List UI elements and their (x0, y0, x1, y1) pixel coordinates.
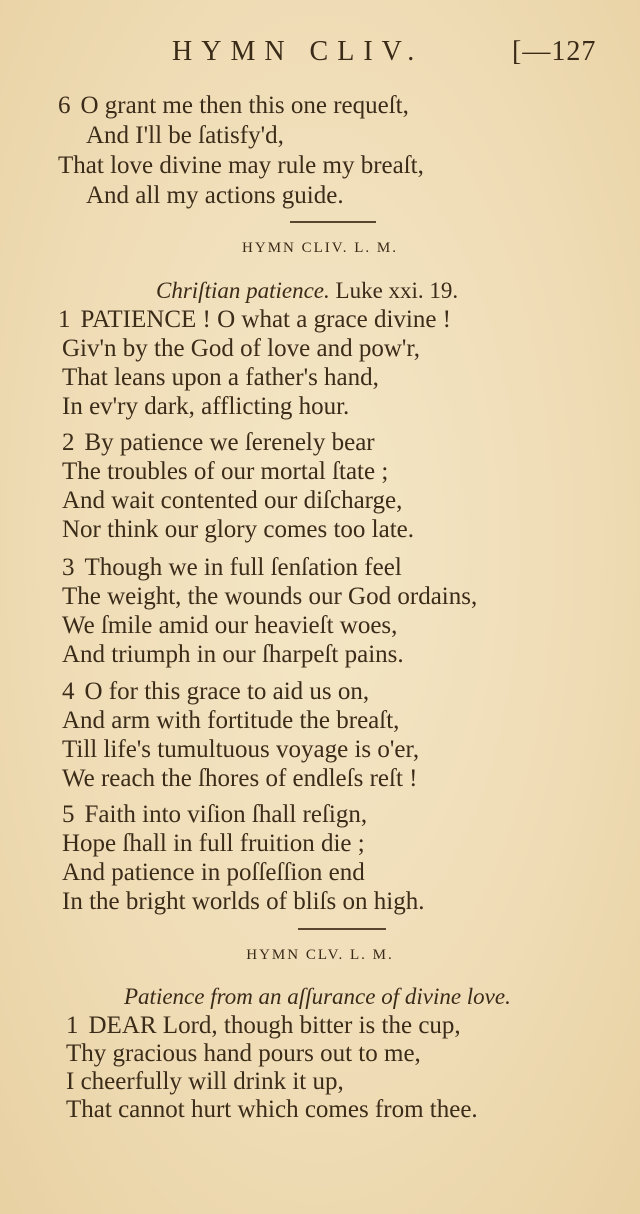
subtitle-theme: Patience from an aſſurance of divine love. (124, 984, 511, 1009)
hymn-155-subtitle (124, 984, 511, 1010)
verse-line: The weight, the wounds our God ordains, (62, 583, 478, 610)
verse-line: 1 PATIENCE ! O what a grace divine ! (58, 306, 452, 333)
verse-line: 1 DEAR Lord, though bitter is the cup, (66, 1012, 461, 1039)
hymn-154-subtitle (156, 278, 458, 304)
verse-line: 2 By patience we ſerenely bear (62, 429, 375, 456)
verse-line: Till life's tumultuous voyage is o'er, (62, 736, 420, 763)
verse-line: 4 O for this grace to aid us on, (62, 678, 370, 705)
stanza-number: 1 (58, 306, 71, 333)
verse-line: 5 Faith into viſion ſhall reſign, (62, 801, 368, 828)
page-header (0, 36, 640, 72)
verse-line: And wait contented our diſcharge, (62, 487, 403, 514)
verse-line: And I'll be ſatisfy'd, (86, 122, 284, 149)
verse-line: We reach the ſhores of endleſs reſt ! (62, 765, 418, 792)
stanza-number: 1 (66, 1012, 79, 1039)
verse-line: That leans upon a father's hand, (62, 364, 379, 391)
verse-line: Nor think our glory comes too late. (62, 516, 415, 543)
stanza-number: 6 (58, 92, 71, 119)
hymn-155-heading: HYMN CLV. L. M. (246, 947, 394, 963)
stanza-number: 4 (62, 678, 75, 705)
verse-line: And arm with fortitude the breaſt, (62, 707, 400, 734)
verse-line: In ev'ry dark, afflicting hour. (62, 393, 350, 420)
stanza-number: 5 (62, 801, 75, 828)
verse-line: We ſmile amid our heavieſt woes, (62, 612, 398, 639)
verse-line: 3 Though we in full ſenſation feel (62, 554, 402, 581)
verse-line: I cheerfully will drink it up, (66, 1068, 344, 1095)
hymn-154-heading: HYMN CLIV. L. M. (242, 240, 398, 256)
verse-line: 6 O grant me then this one requeſt, (58, 92, 409, 119)
running-title: HYMN CLIV. (172, 36, 424, 67)
verse-line: The troubles of our mortal ſtate ; (62, 458, 389, 485)
page-number: [—127 (512, 36, 597, 67)
verse-line: And patience in poſſeſſion end (62, 859, 365, 886)
verse-line: Thy gracious hand pours out to me, (66, 1040, 421, 1067)
verse-line: And all my actions guide. (86, 182, 344, 209)
verse-line: That love divine may rule my breaſt, (58, 152, 424, 179)
verse-line: That cannot hurt which comes from thee. (66, 1096, 478, 1123)
stanza-number: 3 (62, 554, 75, 581)
verse-line: In the bright worlds of bliſs on high. (62, 888, 425, 915)
verse-line: And triumph in our ſharpeſt pains. (62, 641, 404, 668)
subtitle-reference: Luke xxi. 19. (335, 278, 459, 303)
section-divider (298, 928, 386, 930)
subtitle-theme: Chriſtian patience. (156, 278, 330, 303)
section-divider (290, 221, 376, 223)
stanza-number: 2 (62, 429, 75, 456)
verse-line: Hope ſhall in full fruition die ; (62, 830, 365, 857)
verse-line: Giv'n by the God of love and pow'r, (62, 335, 420, 362)
